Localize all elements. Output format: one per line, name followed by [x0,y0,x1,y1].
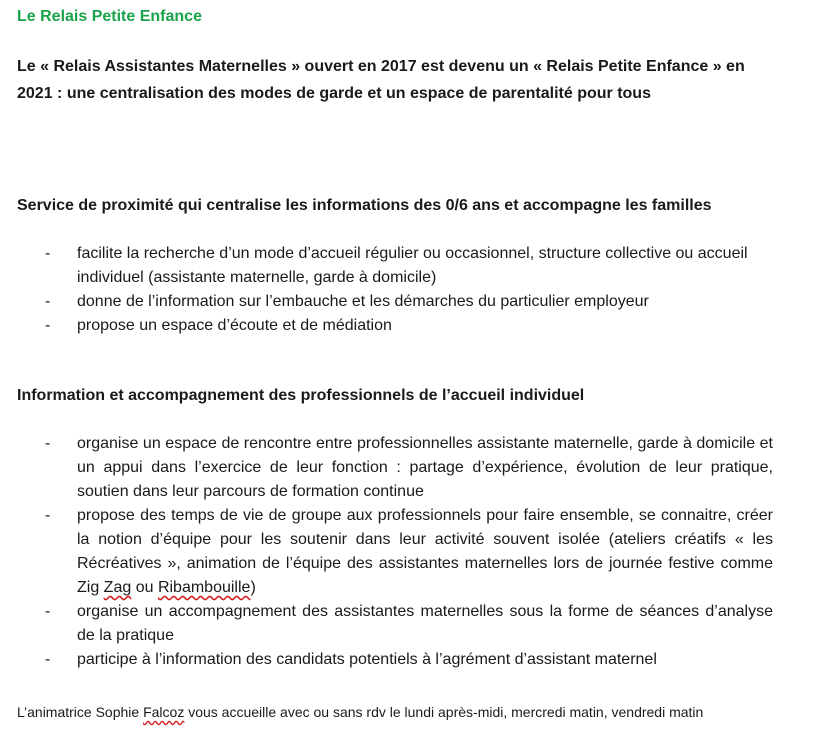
footer-text-part: vous accueille avec ou sans rdv le lundi après-midi, mercredi matin, vendredi matin [184,704,704,720]
spellcheck-word: Ribambouille [157,579,251,596]
footer-text-part: L’animatrice Sophie [17,704,144,720]
bullet-dash: - [45,651,51,668]
list-item-text-part: ) [250,579,256,596]
list-item-text [77,504,773,600]
footer-paragraph [17,700,737,725]
list-item-text: donne de l’information sur l’embauche et les démarches du particulier employeur [77,293,649,310]
families-list [0,242,790,338]
page-title: Le Relais Petite Enfance [17,8,202,25]
bullet-dash: - [45,507,51,524]
spellcheck-word: Zag [103,579,132,596]
list-item-text: participe à l’information des candidats potentiels à l’agrément d’assistant maternel [77,651,657,668]
list-item [0,648,790,672]
list-item-text-part: ou [131,579,158,596]
section-heading-families: Service de proximité qui centralise les informations des 0/6 ans et accompagne les familles [17,197,712,214]
list-item-text: organise un accompagnement des assistantes maternelles sous la forme de séances d’analyse de la pratique [77,603,773,644]
list-item-text-part: propose des temps de vie de groupe aux professionnels pour faire ensemble, se connaitre, créer la notion d’équipe pour les soutenir dans leur activité souvent isolée (ateliers créatifs « les Récréatives », animation de l’équipe des assistantes maternelles lors de journée festive comme Zig [77,507,773,596]
list-item-text: propose un espace d’écoute et de médiation [77,317,392,334]
bullet-dash: - [45,317,51,334]
bullet-dash: - [45,435,51,452]
list-item [0,242,790,290]
list-item [0,504,790,600]
section-heading-professionals: Information et accompagnement des professionnels de l’accueil individuel [17,387,585,404]
list-item [0,600,790,648]
intro-paragraph: Le « Relais Assistantes Maternelles » ouvert en 2017 est devenu un « Relais Petite Enfance » en 2021 : une centralisation des modes de garde et un espace de parentalité pour tous [17,58,745,102]
bullet-dash: - [45,293,51,310]
list-item-text: facilite la recherche d’un mode d’accueil régulier ou occasionnel, structure collective ou accueil individuel (assistante maternelle, garde à domicile) [77,245,748,286]
list-item-text: organise un espace de rencontre entre professionnelles assistante maternelle, garde à domicile et un appui dans l’exercice de leur fonction : partage d’expérience, évolution de leur pratique, soutien dans leur parcours de formation continue [77,435,773,500]
bullet-dash: - [45,245,51,262]
spellcheck-word: Falcoz [143,704,185,720]
bullet-dash: - [45,603,51,620]
list-item [0,290,790,314]
professionals-list [0,432,790,672]
list-item [0,432,790,504]
list-item [0,314,790,338]
